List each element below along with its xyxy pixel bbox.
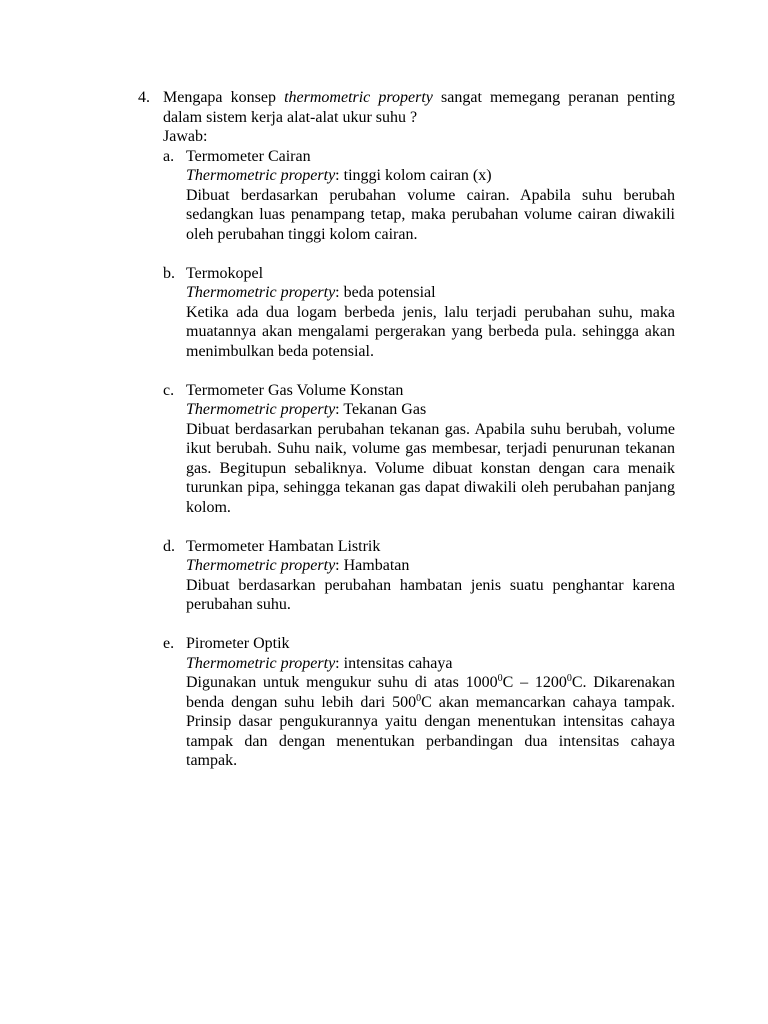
item-title: Termometer Cairan xyxy=(186,147,311,165)
item-description: Dibuat berdasarkan perubahan volume cairan. Apabila suhu berubah sedangkan luas penampang tetap, maka perubahan volume cairan diwakili oleh perubahan tinggi kolom cairan. xyxy=(186,186,675,243)
item-property: Thermometric property: Tekanan Gas xyxy=(186,401,427,418)
answer-label: Jawab: xyxy=(163,128,208,145)
answer-item-c xyxy=(163,381,675,518)
property-value: Hambatan xyxy=(343,557,410,574)
property-label: Thermometric property xyxy=(186,167,336,184)
item-title: Pirometer Optik xyxy=(186,635,290,652)
item-letter: c. xyxy=(163,381,175,399)
item-letter: a. xyxy=(163,147,175,165)
answer-item-a xyxy=(163,147,675,245)
item-description: Dibuat berdasarkan perubahan tekanan gas. Apabila suhu berubah, volume ikut berubah. Suhu naik, volume gas membesar, terjadi penurunan tekanan gas. Begitupun sebaliknya. Volume dibuat konstan dengan cara menaik turunkan pipa, sehingga tekanan gas dapat diwakili oleh perubahan panjang kolom. xyxy=(186,420,675,516)
property-label: Thermometric property xyxy=(186,557,336,574)
question-body xyxy=(163,88,675,771)
property-label: Thermometric property xyxy=(186,284,336,301)
answer-item-e xyxy=(163,634,675,771)
item-description: Ketika ada dua logam berbeda jenis, lalu terjadi perubahan suhu, maka muatannya akan mengalami pergerakan yang berbeda pula. sehingga akan menimbulkan beda potensial. xyxy=(186,303,675,360)
item-title: Termometer Hambatan Listrik xyxy=(186,537,381,555)
item-property: Thermometric property: beda potensial xyxy=(186,284,436,301)
property-value: tinggi kolom cairan (x) xyxy=(343,167,492,184)
property-value: Tekanan Gas xyxy=(343,401,427,418)
item-title: Termometer Gas Volume Konstan xyxy=(186,381,404,399)
answer-item-b xyxy=(163,264,675,362)
item-property: Thermometric property: intensitas cahaya xyxy=(186,654,453,672)
property-value: intensitas cahaya xyxy=(343,654,453,672)
question-number: 4. xyxy=(138,89,150,106)
question-text-italic: thermometric property xyxy=(284,89,433,106)
property-label: Thermometric property xyxy=(186,654,336,672)
item-letter: d. xyxy=(163,537,175,555)
property-value: beda potensial xyxy=(343,284,436,301)
item-letter: e. xyxy=(163,635,175,652)
question-text-suffix: sangat memegang peranan penting dalam sistem kerja alat-alat ukur suhu ? xyxy=(163,89,676,126)
item-property: Thermometric property: tinggi kolom cairan (x) xyxy=(186,167,492,184)
question-text xyxy=(163,88,675,127)
item-title: Termokopel xyxy=(186,264,264,282)
item-description: Digunakan untuk mengukur suhu di atas 1000$^0$C – 1200$^0$C. Dikarenakan benda dengan suhu lebih dari $500^0C$ akan memancarkan cahaya tampak. Prinsip dasar pengukurannya yaitu dengan menentukan intensitas cahaya tampak dan dengan menentukan perbandingan dua intensitas cahaya tampak. xyxy=(186,673,676,769)
item-property: Thermometric property: Hambatan xyxy=(186,557,410,574)
question-text-prefix: Mengapa konsep xyxy=(163,89,285,106)
item-letter: b. xyxy=(163,264,175,282)
item-description: Dibuat berdasarkan perubahan hambatan jenis suatu penghantar karena perubahan suhu. xyxy=(186,576,675,613)
answer-item-d xyxy=(163,537,675,615)
property-label: Thermometric property xyxy=(186,401,336,418)
